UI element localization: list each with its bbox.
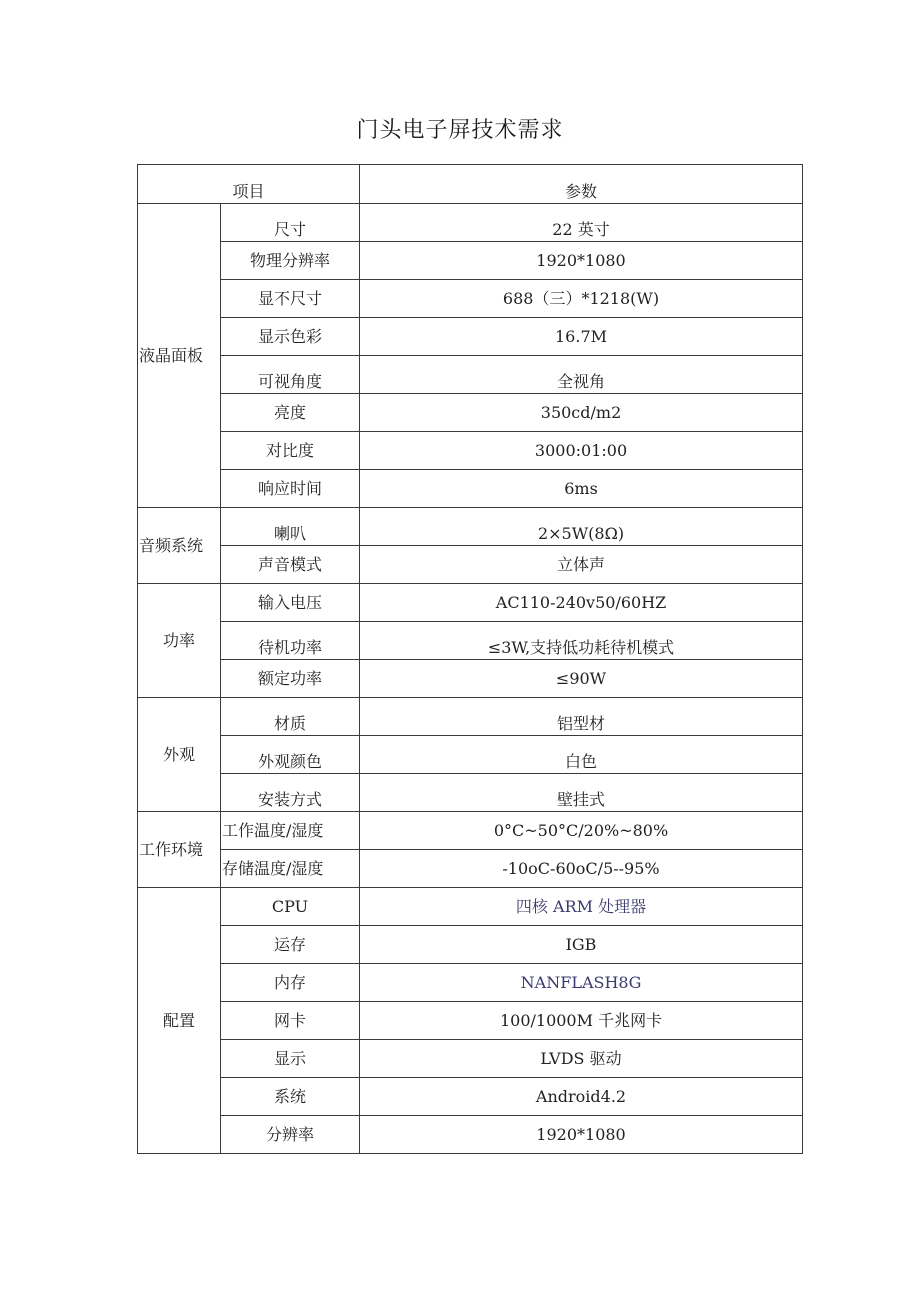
row-label: 尺寸: [221, 204, 360, 242]
row-label: 声音模式: [221, 546, 360, 584]
row-value: 1920*1080: [360, 1116, 803, 1154]
table-row: [138, 356, 803, 394]
page-title: 门头电子屏技术需求: [356, 118, 564, 143]
row-label: 外观颜色: [221, 736, 360, 774]
row-label: 响应时间: [221, 470, 360, 508]
table-row: [138, 926, 803, 964]
row-value: LVDS 驱动: [360, 1040, 803, 1078]
table-row: [138, 1116, 803, 1154]
row-value: -10oC-60oC∕5--95%: [360, 850, 803, 888]
table-row: [138, 622, 803, 660]
row-label: 分辨率: [221, 1116, 360, 1154]
group-lcd: 液晶面板: [138, 204, 221, 508]
row-value: 铝型材: [360, 698, 803, 736]
row-label: 网卡: [221, 1002, 360, 1040]
table-row: [138, 394, 803, 432]
table-row: [138, 774, 803, 812]
row-value: ≤3W,支持低功耗待机模式: [360, 622, 803, 660]
table-row: [138, 432, 803, 470]
row-label: CPU: [221, 888, 360, 926]
table-row: [138, 546, 803, 584]
row-value: 6ms: [360, 470, 803, 508]
row-label: 待机功率: [221, 622, 360, 660]
table-row: [138, 242, 803, 280]
row-label: 工作温度/湿度: [221, 812, 360, 850]
group-config: 配置: [138, 888, 221, 1154]
row-value: 壁挂式: [360, 774, 803, 812]
row-value: Android4.2: [360, 1078, 803, 1116]
row-value: 3000:01:00: [360, 432, 803, 470]
row-value: 2×5W(8Ω): [360, 508, 803, 546]
table-row: [138, 698, 803, 736]
table-row: [138, 1078, 803, 1116]
row-label: 材质: [221, 698, 360, 736]
row-value: 0°C~50°C∕20%~80%: [360, 812, 803, 850]
group-environment: 工作环境: [138, 812, 221, 888]
row-label: 系统: [221, 1078, 360, 1116]
row-label: 物理分辨率: [221, 242, 360, 280]
row-label: 运存: [221, 926, 360, 964]
table-row: [138, 660, 803, 698]
row-label: 可视角度: [221, 356, 360, 394]
row-value: 全视角: [360, 356, 803, 394]
table-row: [138, 1040, 803, 1078]
row-label: 显示: [221, 1040, 360, 1078]
row-label: 额定功率: [221, 660, 360, 698]
table-row: [138, 470, 803, 508]
row-value: ≤90W: [360, 660, 803, 698]
row-label: 安装方式: [221, 774, 360, 812]
row-value: 四核 ARM 处理器: [360, 888, 803, 926]
row-label: 存储温度/湿度: [221, 850, 360, 888]
row-label: 输入电压: [221, 584, 360, 622]
group-audio: 音频系统: [138, 508, 221, 584]
row-label: 显示色彩: [221, 318, 360, 356]
row-value: 688（三）*1218(W): [360, 280, 803, 318]
table-row: [138, 850, 803, 888]
row-value: 350cd∕m2: [360, 394, 803, 432]
table-row: [138, 584, 803, 622]
row-label: 内存: [221, 964, 360, 1002]
spec-table: [137, 164, 803, 1154]
table-header-row: [138, 165, 803, 204]
table-row: [138, 204, 803, 242]
row-value: AC110-240v50/60HZ: [360, 584, 803, 622]
row-label: 亮度: [221, 394, 360, 432]
row-value: 16.7M: [360, 318, 803, 356]
row-value: 立体声: [360, 546, 803, 584]
header-param: 参数: [360, 165, 803, 204]
row-value: 100/1000M 千兆网卡: [360, 1002, 803, 1040]
table-row: [138, 888, 803, 926]
row-value: 白色: [360, 736, 803, 774]
row-label: 显不尺寸: [221, 280, 360, 318]
row-label: 对比度: [221, 432, 360, 470]
table-row: [138, 736, 803, 774]
table-row: [138, 964, 803, 1002]
row-label: 喇叭: [221, 508, 360, 546]
row-value: IGB: [360, 926, 803, 964]
header-item: 项目: [138, 165, 360, 204]
table-row: [138, 318, 803, 356]
row-value: NANFLASH8G: [360, 964, 803, 1002]
table-row: [138, 812, 803, 850]
group-power: 功率: [138, 584, 221, 698]
group-appearance: 外观: [138, 698, 221, 812]
row-value: 22 英寸: [360, 204, 803, 242]
table-row: [138, 1002, 803, 1040]
table-row: [138, 508, 803, 546]
table-row: [138, 280, 803, 318]
row-value: 1920*1080: [360, 242, 803, 280]
